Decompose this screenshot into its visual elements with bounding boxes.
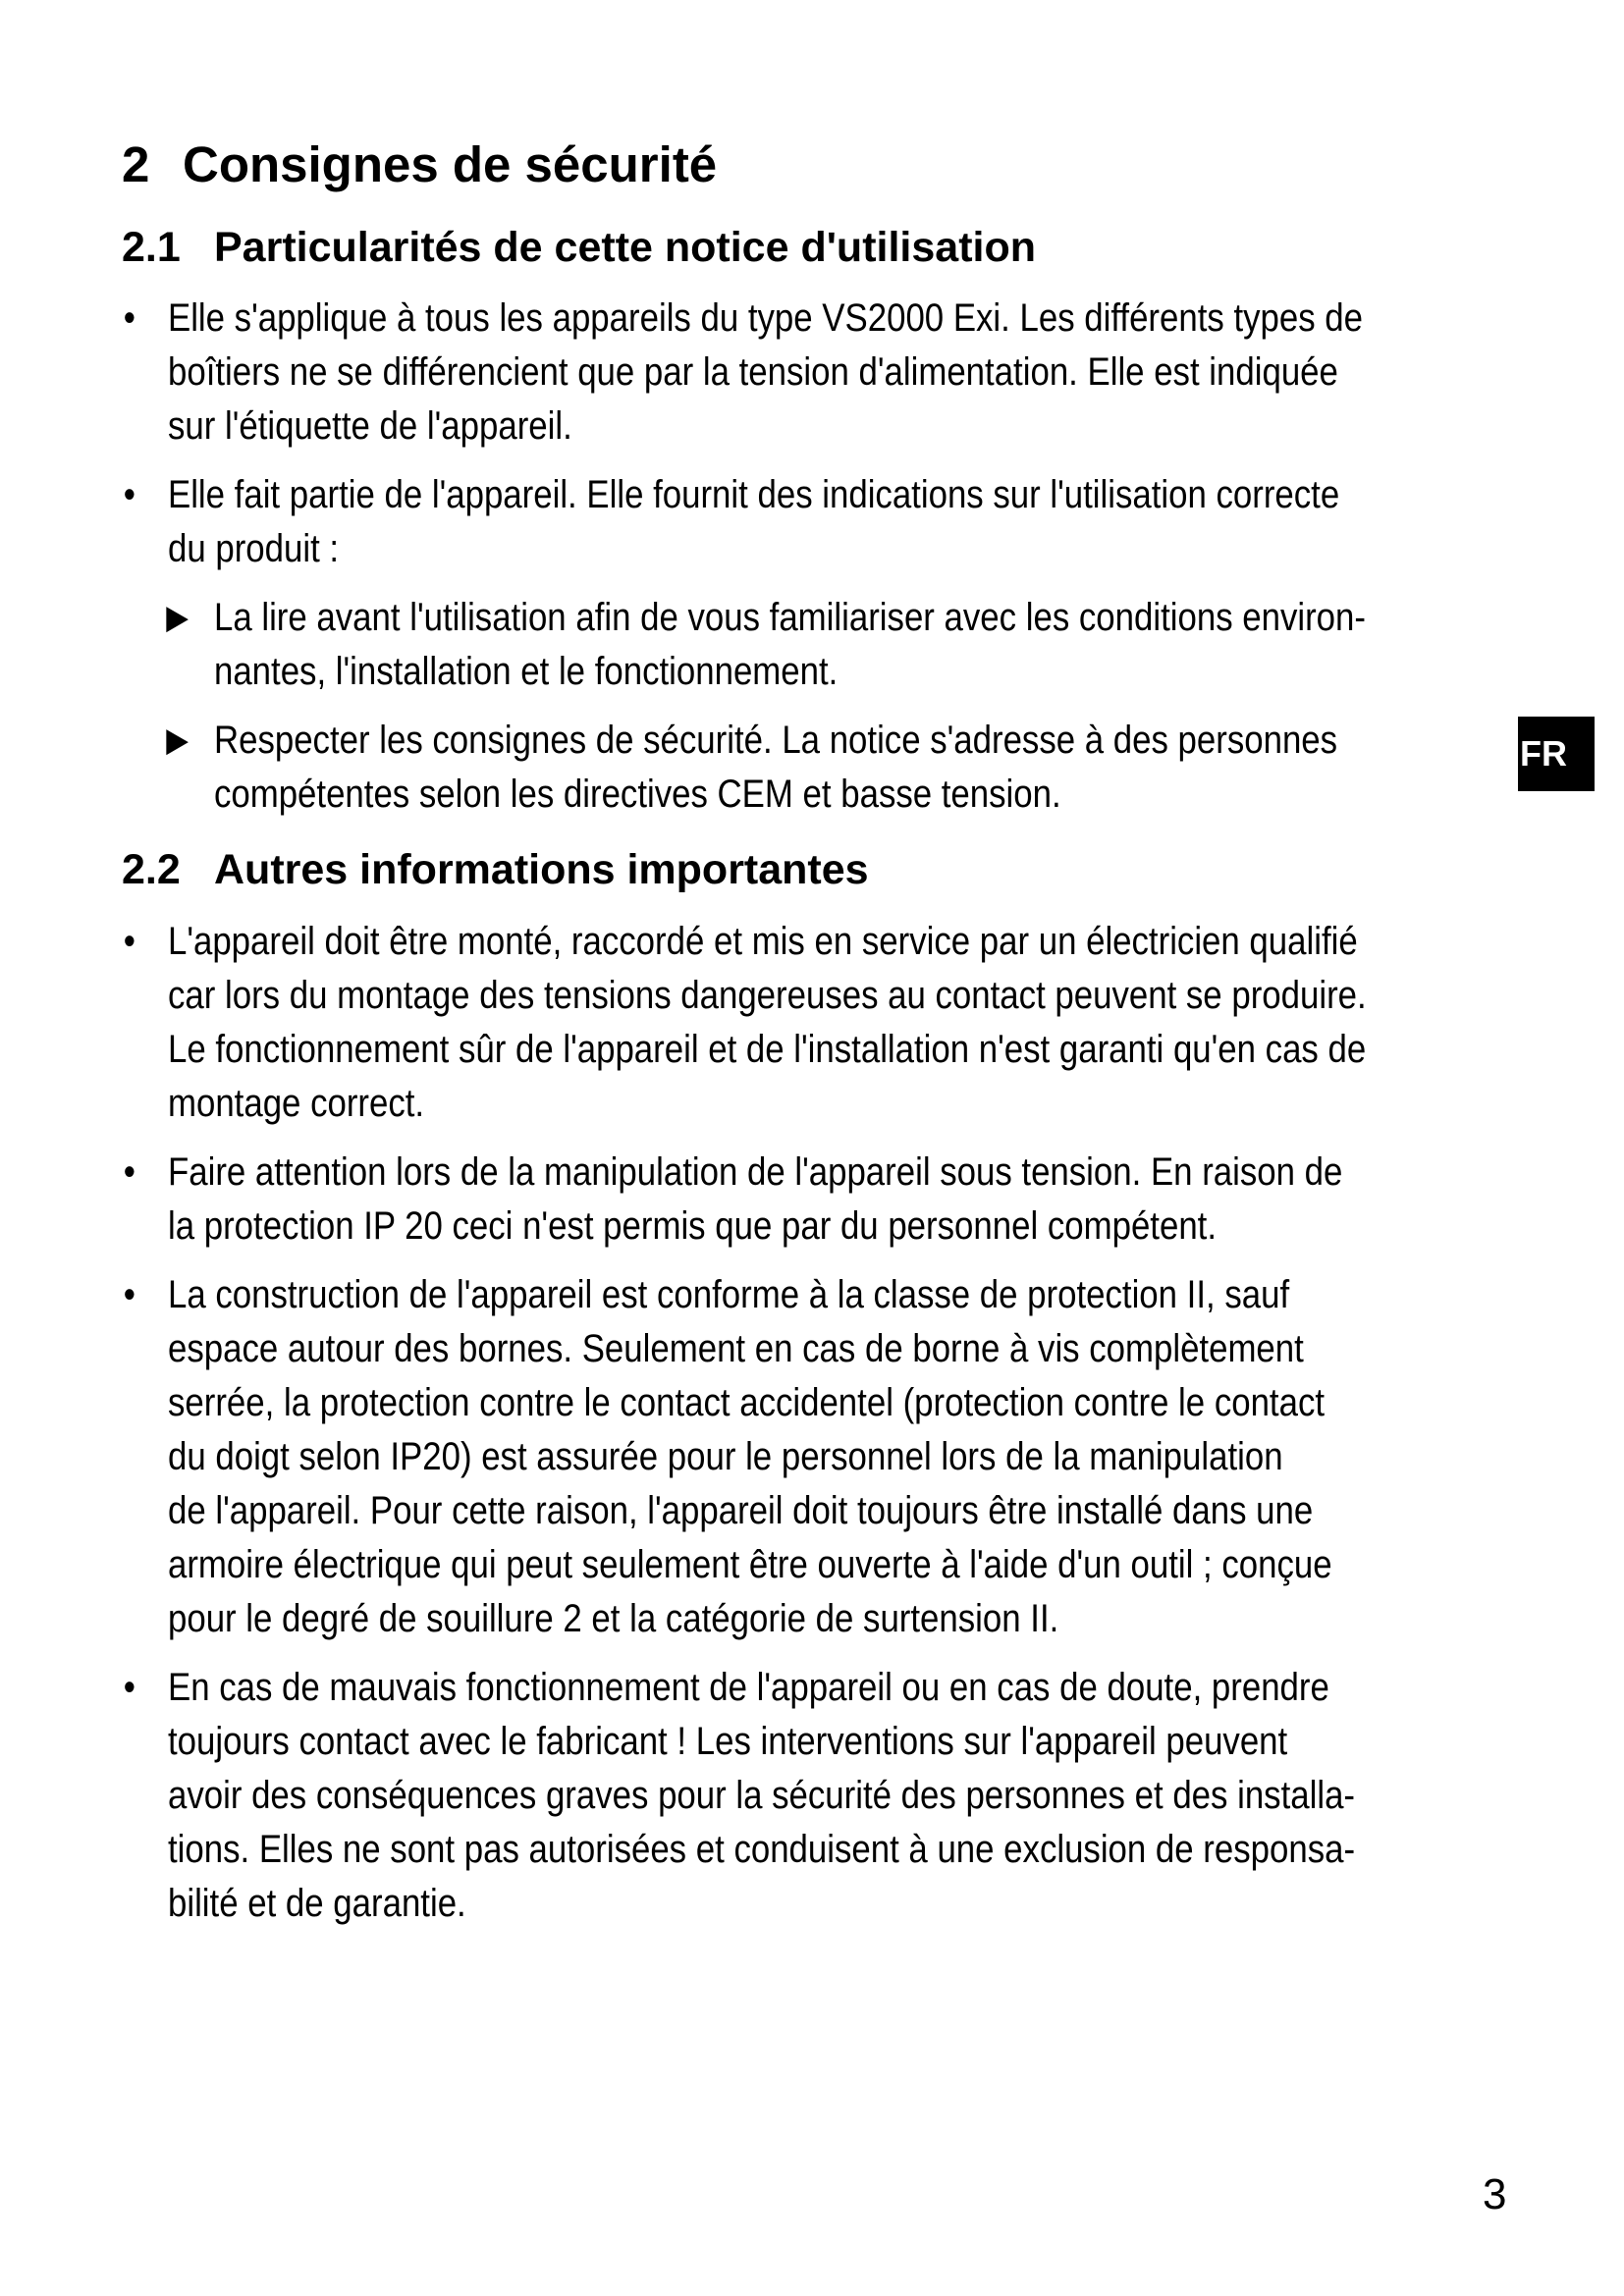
text-line: La construction de l'appareil est conforme à la classe de protection II, sauf xyxy=(167,1273,1290,1316)
section-title: Consignes de sécurité xyxy=(183,136,718,192)
text-line: tions. Elles ne sont pas autorisées et conduisent à une exclusion de responsa- xyxy=(167,1828,1356,1871)
bullet-list-2-2 xyxy=(122,915,1536,1946)
text-line: Elle s'applique à tous les appareils du type VS2000 Exi. Les différents types de xyxy=(167,296,1364,340)
text-line: de l'appareil. Pour cette raison, l'appareil doit toujours être installé dans une xyxy=(167,1489,1314,1532)
text-line: Faire attention lors de la manipulation de l'appareil sous tension. En raison de xyxy=(167,1150,1343,1194)
text-line: avoir des conséquences graves pour la sécurité des personnes et des installa- xyxy=(167,1774,1356,1817)
triangle-right-icon: ▶ xyxy=(166,721,189,759)
text-line: pour le degré de souillure 2 et la catégorie de surtension II. xyxy=(167,1597,1059,1640)
section-number: 2 xyxy=(122,136,150,192)
bullet-icon: • xyxy=(123,1666,135,1709)
list-item xyxy=(122,468,1595,576)
subsection-title: Autres informations importantes xyxy=(214,846,869,893)
bullet-icon: • xyxy=(123,920,135,963)
text-line: montage correct. xyxy=(167,1082,425,1125)
text-line: La lire avant l'utilisation afin de vous familiariser avec les conditions environ- xyxy=(213,596,1366,639)
bullet-icon: • xyxy=(123,1273,135,1316)
subsection-heading-2-1 xyxy=(122,222,1036,273)
bullet-list-2-1 xyxy=(122,292,1536,836)
text-line: nantes, l'installation et le fonctionnement. xyxy=(213,650,839,693)
bullet-icon: • xyxy=(123,296,135,340)
action-item xyxy=(122,714,1590,822)
text-line: Respecter les consignes de sécurité. La notice s'adresse à des personnes xyxy=(213,719,1338,762)
section-heading xyxy=(122,135,717,194)
list-item xyxy=(122,292,1595,454)
text-line: Elle fait partie de l'appareil. Elle fournit des indications sur l'utilisation correcte xyxy=(167,473,1340,516)
action-item xyxy=(122,591,1590,699)
text-line: du doigt selon IP20) est assurée pour le personnel lors de la manipulation xyxy=(167,1435,1283,1478)
subsection-heading-2-2 xyxy=(122,844,869,895)
subsection-number: 2.1 xyxy=(122,224,181,271)
text-line: armoire électrique qui peut seulement être ouverte à l'aide d'un outil ; conçue xyxy=(167,1543,1332,1586)
text-line: Le fonctionnement sûr de l'appareil et de l'installation n'est garanti qu'en cas de xyxy=(167,1028,1367,1071)
subsection-number: 2.2 xyxy=(122,846,181,893)
language-tab: FR xyxy=(1518,717,1595,791)
text-line: serrée, la protection contre le contact accidentel (protection contre le contact xyxy=(167,1381,1326,1424)
list-item xyxy=(122,915,1595,1131)
list-item xyxy=(122,1146,1595,1254)
text-line: L'appareil doit être monté, raccordé et mis en service par un électricien qualifié xyxy=(167,920,1358,963)
list-item xyxy=(122,1661,1595,1931)
bullet-icon: • xyxy=(123,473,135,516)
subsection-title: Particularités de cette notice d'utilisation xyxy=(214,224,1036,271)
text-line: boîtiers ne se différencient que par la tension d'alimentation. Elle est indiquée xyxy=(167,350,1338,394)
text-line: la protection IP 20 ceci n'est permis que par du personnel compétent. xyxy=(167,1204,1218,1248)
text-line: toujours contact avec le fabricant ! Les interventions sur l'appareil peuvent xyxy=(167,1720,1288,1763)
list-item xyxy=(122,1268,1595,1646)
text-line: car lors du montage des tensions dangereuses au contact peuvent se produire. xyxy=(167,974,1367,1017)
text-line: espace autour des bornes. Seulement en cas de borne à vis complètement xyxy=(167,1327,1304,1370)
bullet-icon: • xyxy=(123,1150,135,1194)
text-line: sur l'étiquette de l'appareil. xyxy=(167,404,572,448)
triangle-right-icon: ▶ xyxy=(166,599,189,636)
text-line: En cas de mauvais fonctionnement de l'appareil ou en cas de doute, prendre xyxy=(167,1666,1329,1709)
page-number: 3 xyxy=(1483,2170,1507,2218)
text-line: compétentes selon les directives CEM et basse tension. xyxy=(213,773,1061,816)
text-line: du produit : xyxy=(167,527,340,570)
text-line: bilité et de garantie. xyxy=(167,1882,466,1925)
